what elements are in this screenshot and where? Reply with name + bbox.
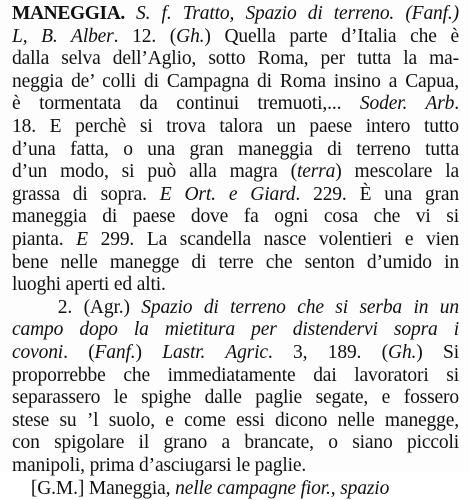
text-line <box>12 138 459 161</box>
text-run: maneggia di paese dove fa ogni cosa che vi si <box>12 206 459 228</box>
text-run: separassero le spighe dalle paglie segate, e fossero <box>12 387 459 409</box>
text-line <box>12 205 459 228</box>
italic-run: Fanf. <box>94 342 136 363</box>
text-line <box>12 70 459 93</box>
italic-run: E Ort. e Giard <box>159 183 296 205</box>
text-line <box>12 386 459 409</box>
text-run: . 229. È una gran <box>295 183 459 205</box>
text-line <box>12 160 459 183</box>
italic-run: Gh. <box>176 25 205 47</box>
italic-run: L, B. Alber <box>12 25 114 47</box>
text-line <box>12 477 459 500</box>
text-run: è tormentata da continui tremuoti,... <box>12 93 360 115</box>
text-run: . <box>454 93 460 115</box>
italic-run: Spazio di terreno che si serba in un <box>141 296 460 318</box>
text-line <box>12 273 459 296</box>
text-run: pianta. <box>12 229 77 250</box>
text-run: d’un modo, si può alla magra ( <box>12 161 297 183</box>
text-run: 18. E perchè si trova talora un paese intero tutto <box>12 116 459 137</box>
text-run: grassa di sopra. <box>12 183 160 205</box>
text-run: . 12. ( <box>113 25 177 47</box>
text-line <box>12 409 459 432</box>
text-line <box>12 47 459 70</box>
text-run: . 3, 189. ( <box>267 342 389 363</box>
italic-run: Lastr. Agric <box>162 342 268 363</box>
text-line <box>12 296 459 319</box>
text-run: ) <box>135 342 163 363</box>
text-run: ) Quella parte d’Italia che è <box>204 25 460 47</box>
text-run: luoghi aperti ed alti. <box>12 274 166 296</box>
text-run: 299. La scandella nasce volentieri e vien <box>87 229 459 250</box>
text-run: neggia de’ colli di Campagna di Roma insino a Capua, <box>12 70 459 92</box>
text-run: dalla selva dell’Aglio, sotto Roma, per tutta la ma- <box>12 48 459 70</box>
text-line <box>12 2 459 25</box>
text-line <box>12 251 459 274</box>
text-line <box>12 364 459 387</box>
text-run: con spigolare il grano a brancate, o siano piccoli <box>12 432 459 454</box>
text-run: manipoli, prima d’asciugarsi le paglie. <box>12 455 307 476</box>
italic-run: E <box>76 229 88 250</box>
italic-run: Gh. <box>388 342 417 363</box>
italic-run: nelle campagne fior., spazio <box>175 477 390 499</box>
text-line <box>12 25 459 48</box>
text-run <box>125 3 136 24</box>
text-line <box>12 318 459 341</box>
text-line <box>12 228 459 251</box>
text-run: proporrebbe che immediatamente dai lavoratori si <box>12 364 459 386</box>
italic-run: S. f. Tratto, Spazio di terreno. (Fanf.) <box>136 3 459 24</box>
text-run: ) Si <box>416 342 459 363</box>
italic-run: terra <box>296 161 336 183</box>
text-line <box>12 341 459 364</box>
italic-run: campo dopo la mietitura per distendervi sopra i <box>12 319 459 341</box>
text-line <box>12 454 459 477</box>
italic-run: covoni <box>12 342 64 363</box>
text-run: bene nelle manegge di terre che senton d’umido in <box>12 251 459 273</box>
text-line <box>12 431 459 454</box>
text-line <box>12 115 459 138</box>
text-line <box>12 183 459 206</box>
text-line <box>12 92 459 115</box>
text-run: stese su ’l suolo, e come essi dicono nelle manegge, <box>12 409 459 431</box>
italic-run: Soder. Arb <box>359 93 455 115</box>
text-run: . ( <box>63 342 95 363</box>
text-run: [G.M.] Maneggia, <box>12 477 176 499</box>
text-run: ) mescolare la <box>335 161 459 183</box>
text-run: d’una fatta, o una gran maneggia di terreno tutta <box>12 138 459 160</box>
headword: MANEGGIA. <box>12 3 125 24</box>
text-run: 2. (Agr.) <box>12 296 142 318</box>
